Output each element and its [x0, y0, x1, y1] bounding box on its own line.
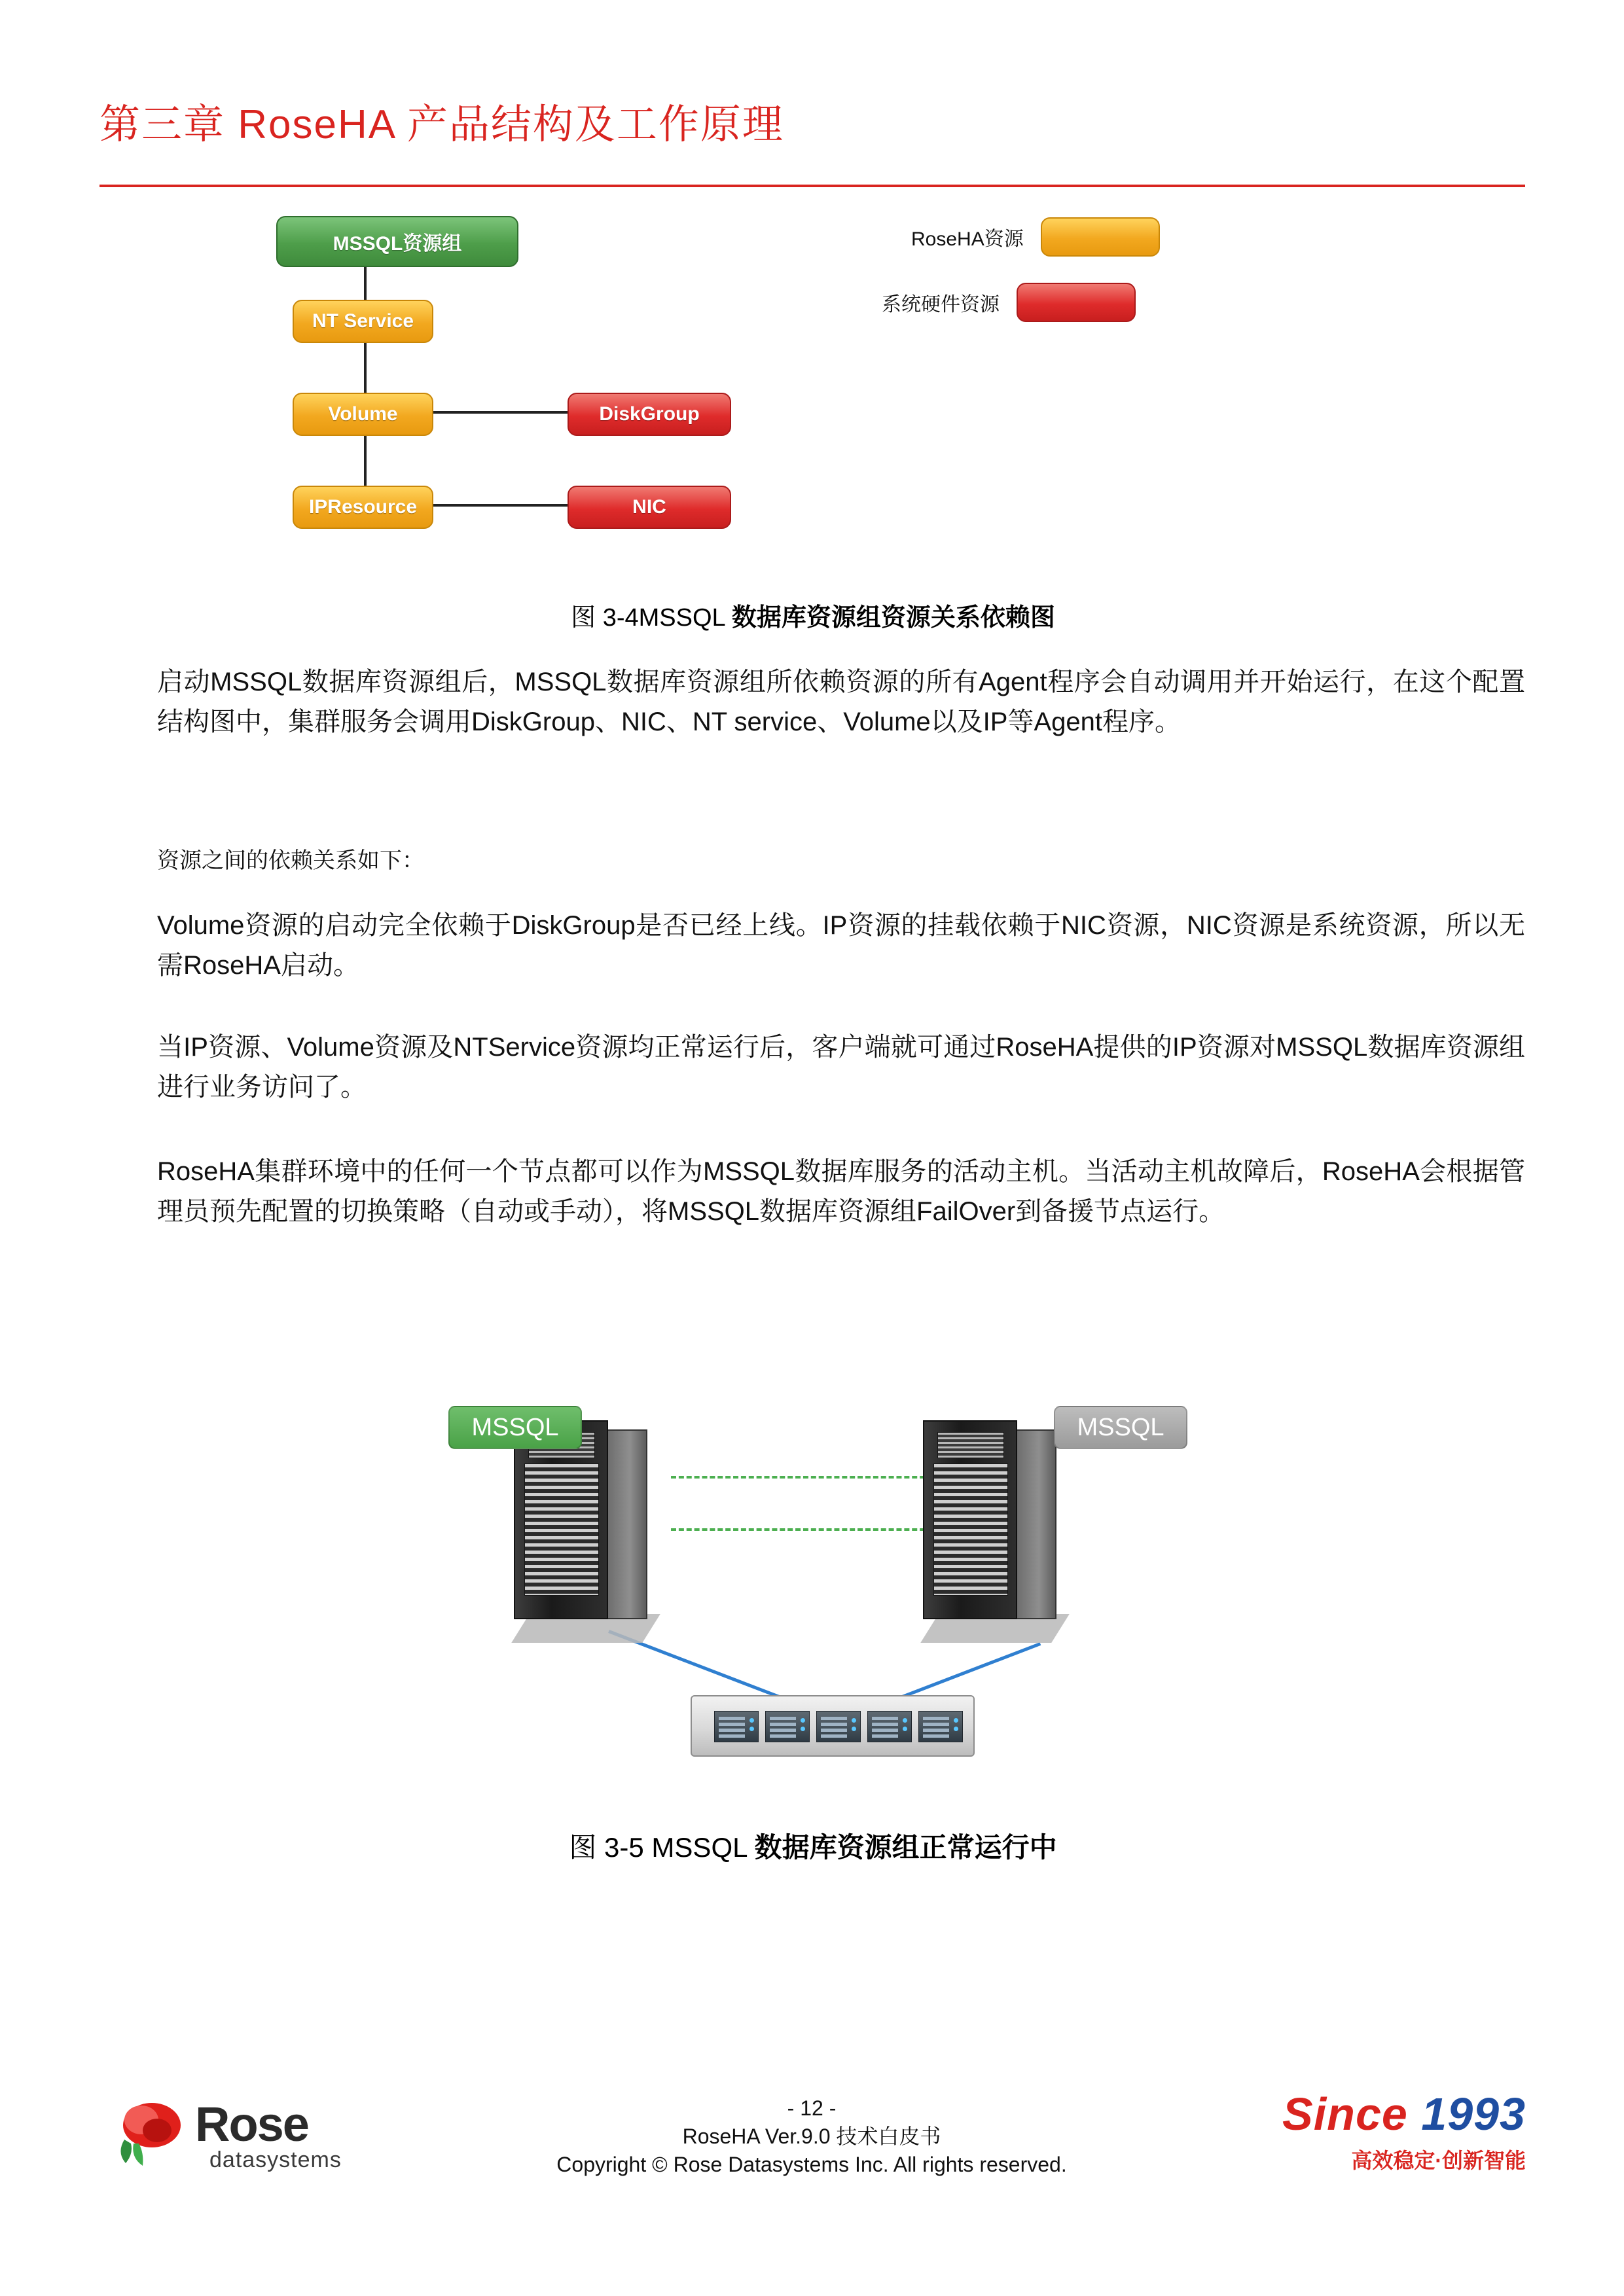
server-front-panel — [514, 1420, 608, 1619]
active-node-badge — [448, 1406, 582, 1449]
node-mssql-resource-group[interactable] — [276, 216, 518, 267]
node-label: NT Service — [312, 310, 414, 332]
server-front-panel — [923, 1420, 1017, 1619]
document-title: RoseHA Ver.9.0 技术白皮书 — [682, 2125, 941, 2149]
legend-label: 系统硬件资源 — [882, 294, 1000, 315]
node-ipresource[interactable] — [293, 486, 433, 529]
figure-caption-bold: 数据库资源组资源关系依赖图 — [731, 604, 1055, 632]
page-title: 第三章 RoseHA 产品结构及工作原理 — [99, 102, 784, 147]
since-year: 1993 — [1421, 2089, 1526, 2140]
legend-swatch-orange — [1041, 217, 1160, 257]
chapter-header — [99, 92, 1526, 150]
since-wordmark — [1251, 2088, 1526, 2140]
node-nic[interactable] — [568, 486, 731, 529]
resource-dependency-diagram — [99, 203, 1526, 583]
server-vent-grille — [524, 1463, 599, 1596]
active-node-label: MSSQL — [471, 1413, 559, 1441]
rose-wordmark: Rose — [195, 2097, 308, 2151]
standby-node-label: MSSQL — [1077, 1413, 1164, 1441]
copyright-notice: Copyright © Rose Datasystems Inc. All rights reserved. — [556, 2153, 1067, 2177]
heartbeat-link-top — [671, 1476, 933, 1479]
since-badge — [1251, 2088, 1526, 2174]
server-standby — [923, 1420, 1054, 1636]
node-nt-service[interactable] — [293, 300, 433, 343]
standby-node-badge — [1054, 1406, 1187, 1449]
cluster-topology-diagram — [393, 1388, 1244, 1793]
node-label: IPResource — [308, 496, 418, 518]
node-label: DiskGroup — [599, 403, 700, 425]
paragraph-2: 资源之间的依赖关系如下： — [157, 848, 424, 873]
legend-label: RoseHA资源 — [911, 228, 1024, 250]
storage-bay — [816, 1711, 861, 1742]
server-active — [514, 1420, 645, 1636]
figure-3-5-caption — [99, 1826, 1526, 1865]
shared-storage-array — [691, 1695, 975, 1757]
node-diskgroup[interactable] — [568, 393, 731, 436]
figure-3-4-caption — [99, 597, 1526, 633]
legend-system-hardware-resource — [882, 283, 1136, 322]
rose-subtitle: datasystems — [209, 2147, 342, 2172]
paragraph-4: 当IP资源、Volume资源及NTService资源均正常运行后，客户端就可通过RoseHA提供的IP资源对MSSQL数据库资源组进行业务访问了。 — [157, 1033, 1525, 1102]
figure-caption-prefix: 图 3-4MSSQL — [571, 604, 732, 632]
server-side-panel — [1013, 1429, 1056, 1619]
node-label: NIC — [632, 496, 666, 518]
header-divider — [99, 185, 1525, 187]
figure-caption-prefix: 图 3-5 MSSQL — [569, 1832, 755, 1863]
connector-volume-ipresource — [364, 436, 367, 492]
since-text: Since — [1282, 2089, 1408, 2140]
storage-bay — [867, 1711, 912, 1742]
paragraph-1: 启动MSSQL数据库资源组后，MSSQL数据库资源组所依赖资源的所有Agent程序会自动调用并开始运行，在这个配置结构图中，集群服务会调用DiskGroup、NIC、NT service、Volume以及IP等Agent程序。 — [157, 668, 1525, 736]
figure-caption-bold: 数据库资源组正常运行中 — [754, 1832, 1057, 1863]
footer-info — [419, 2094, 1204, 2179]
heartbeat-link-bottom — [671, 1528, 933, 1531]
node-label: Volume — [328, 403, 398, 425]
rose-flower-icon — [111, 2098, 190, 2170]
connector-ntservice-volume — [364, 343, 367, 394]
storage-bay — [918, 1711, 963, 1742]
storage-bay — [714, 1711, 759, 1742]
node-volume[interactable] — [293, 393, 433, 436]
page-number: - 12 - — [787, 2096, 837, 2120]
rose-logo — [111, 2091, 393, 2176]
legend-swatch-red — [1017, 283, 1136, 322]
since-slogan: 高效稳定·创新智能 — [1351, 2149, 1526, 2172]
server-vent-grille — [933, 1463, 1008, 1596]
storage-bay — [765, 1711, 810, 1742]
node-label: MSSQL资源组 — [333, 233, 462, 255]
server-side-panel — [604, 1429, 647, 1619]
paragraph-3: Volume资源的启动完全依赖于DiskGroup是否已经上线。IP资源的挂载依赖于NIC资源，NIC资源是系统资源，所以无需RoseHA启动。 — [157, 911, 1525, 980]
legend-roseha-resource — [911, 217, 1160, 257]
server-drive-bays — [937, 1432, 1004, 1458]
paragraph-5: RoseHA集群环境中的任何一个节点都可以作为MSSQL数据库服务的活动主机。当活动主机故障后，RoseHA会根据管理员预先配置的切换策略（自动或手动），将MSSQL数据库资源组FailOver到备援节点运行。 — [157, 1157, 1525, 1226]
